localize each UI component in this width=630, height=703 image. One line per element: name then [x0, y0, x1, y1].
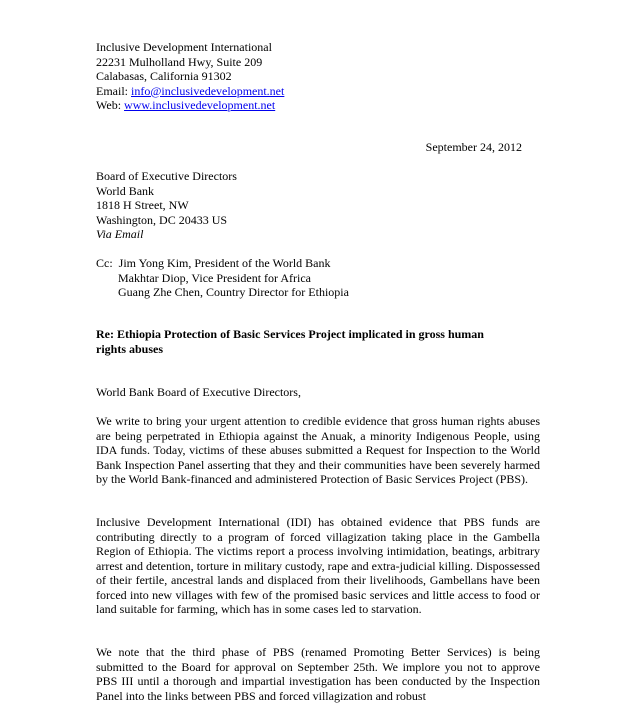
recipient-line-1: Board of Executive Directors: [96, 169, 237, 183]
cc-block: [96, 256, 349, 300]
email-label: Email:: [96, 83, 128, 98]
sender-street: 22231 Mulholland Hwy, Suite 209: [96, 54, 263, 69]
recipient-address: [96, 169, 237, 242]
recipient-via-email: Via Email: [96, 227, 144, 241]
sender-address: [96, 40, 284, 113]
sender-web-line: [96, 98, 284, 113]
cc-recipient-1: Jim Yong Kim, President of the World Bank: [118, 256, 331, 270]
web-label: Web:: [96, 98, 122, 112]
sender-city: Calabasas, California 91302: [96, 69, 232, 83]
recipient-line-3: 1818 H Street, NW: [96, 198, 189, 212]
subject-line-2: rights abuses: [96, 341, 164, 356]
cc-recipient-2: Makhtar Diop, Vice President for Africa: [118, 270, 312, 285]
body-paragraph-3: We note that the third phase of PBS (renamed Promoting Better Services) is being submitted to the Board for approval on September 25th. We implore you not to approve PBS III until a thorough and impartial investigation has been conducted by the Inspection Panel into the links between PBS and forced villagization and robust: [96, 645, 540, 703]
salutation: World Bank Board of Executive Directors,: [96, 385, 301, 399]
body-paragraph-1: We write to bring your urgent attention to credible evidence that gross human rights abuses are being perpetrated in Ethiopia against the Anuak, a minority Indigenous People, using IDA funds. Today, victims of these abuses submitted a Request for Inspection to the World Bank Inspection Panel asserting that they and their communities have been severely harmed by the World Bank-financed and administered Protection of Basic Services Project (PBS).: [96, 414, 540, 486]
cc-recipient-3: Guang Zhe Chen, Country Director for Ethiopia: [118, 285, 349, 299]
sender-org: Inclusive Development International: [96, 40, 272, 54]
recipient-line-4: Washington, DC 20433 US: [96, 212, 228, 227]
subject-line: [96, 327, 540, 356]
subject-line-1: Re: Ethiopia Protection of Basic Services Project implicated in gross human: [96, 327, 484, 341]
email-link[interactable]: info@inclusivedevelopment.net: [131, 83, 285, 98]
web-link[interactable]: www.inclusivedevelopment.net: [124, 98, 276, 112]
recipient-line-2: World Bank: [96, 183, 155, 198]
cc-line-1: [96, 256, 349, 271]
body-paragraph-2: Inclusive Development International (IDI) has obtained evidence that PBS funds are contributing directly to a program of forced villagization taking place in the Gambella Region of Ethiopia. The victims report a process involving intimidation, beatings, arbitrary arrest and detention, torture in military custody, rape and extra-judicial killing. Dispossessed of their fertile, ancestral lands and displaced from their livelihoods, Gambellans have been forced into new villages with few of the promised basic services and little access to food or land suitable for farming, which has in some cases led to starvation.: [96, 515, 540, 616]
letter-date: September 24, 2012: [425, 140, 522, 154]
cc-label: Cc:: [96, 256, 113, 270]
sender-email-line: [96, 84, 284, 99]
